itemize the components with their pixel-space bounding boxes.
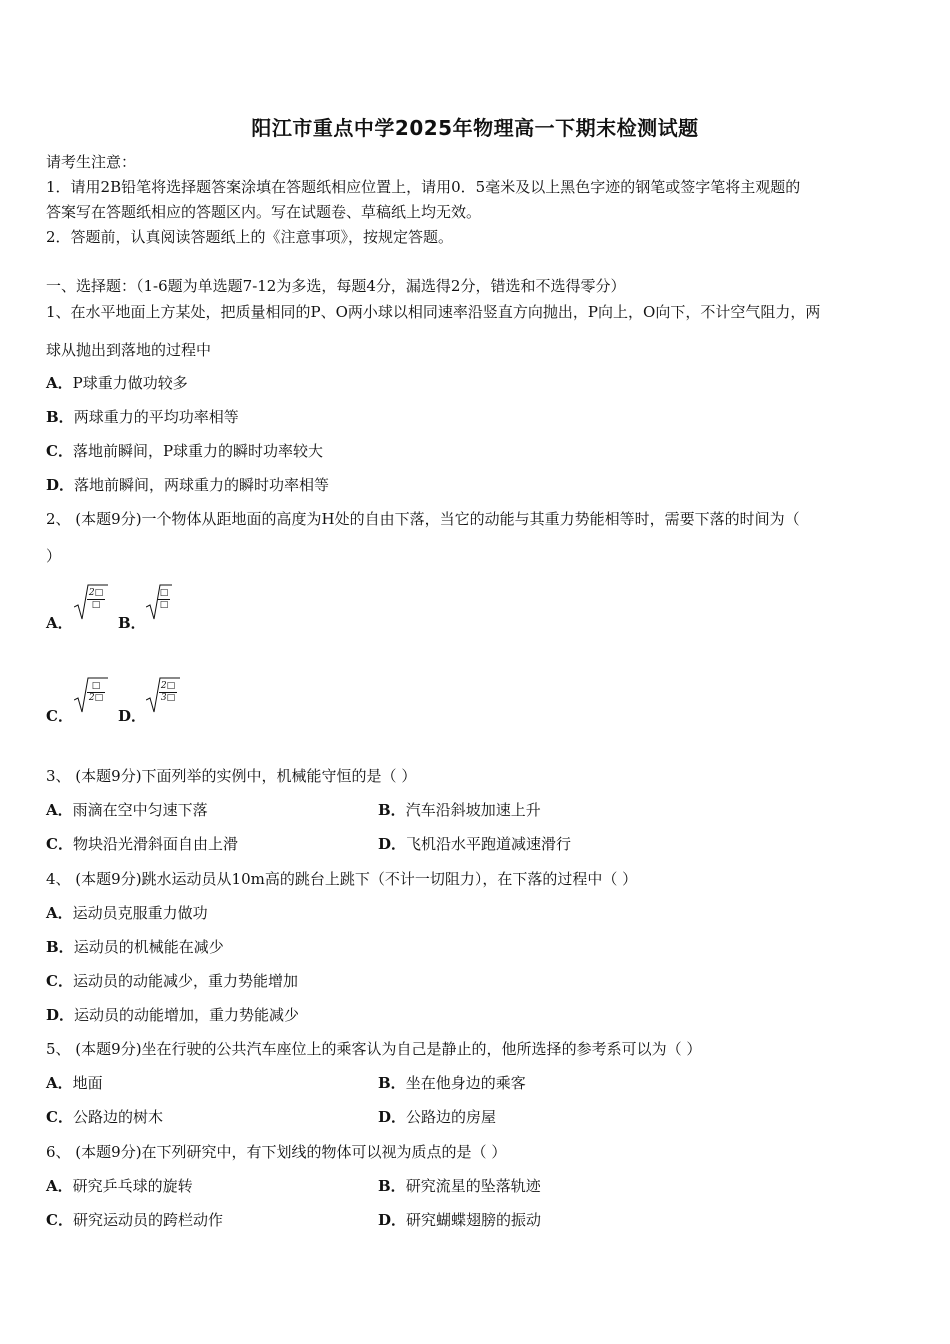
option-label: B． [378, 1074, 406, 1092]
q1-option-a[interactable] [46, 373, 188, 393]
q6-stem: 6、 (本题9分)在下列研究中，有下划线的物体可以视为质点的是（ ） [46, 1143, 507, 1161]
option-text: 公路边的房屋 [406, 1108, 497, 1126]
option-text: 落地前瞬间，P球重力的瞬时功率较大 [72, 442, 324, 460]
q1-option-c[interactable] [46, 441, 323, 461]
fraction-denominator: 3□ [160, 693, 176, 703]
q5-stem: 5、 (本题9分)坐在行驶的公共汽车座位上的乘客认为自己是静止的，他所选择的参考系可以为（ ） [46, 1040, 702, 1058]
q5-option-d[interactable] [378, 1107, 496, 1127]
option-label: C． [46, 835, 73, 853]
q2-stem-line-2: ） [46, 547, 62, 565]
option-label: B． [378, 1177, 406, 1195]
option-label: B． [378, 801, 406, 819]
option-text: 雨滴在空中匀速下落 [72, 801, 208, 819]
notice-line-3: 2．答题前，认真阅读答题纸上的《注意事项》，按规定答题。 [46, 228, 454, 246]
q3-option-c[interactable] [46, 834, 238, 854]
option-text: 公路边的树木 [72, 1108, 163, 1126]
option-text: 研究运动员的跨栏动作 [72, 1211, 223, 1229]
fraction-denominator: □ [159, 600, 169, 610]
option-label: D． [46, 1006, 75, 1024]
option-label: A． [46, 1074, 73, 1092]
q4-stem: 4、 (本题9分)跳水运动员从10m高的跳台上跳下（不计一切阻力），在下落的过程中（ ） [46, 870, 638, 888]
fraction-denominator: □ [91, 600, 101, 610]
option-label: C． [46, 1108, 73, 1126]
q6-option-d[interactable] [378, 1210, 541, 1230]
q1-option-d[interactable] [46, 475, 329, 495]
option-label: B． [46, 408, 74, 426]
q1-stem-line-1: 1、在水平地面上方某处，把质量相同的P、O两小球以相同速率沿竖直方向抛出，P向上，O向下，不计空气阻力，两 [46, 303, 821, 321]
option-text: 运动员的动能减少，重力势能增加 [72, 972, 298, 990]
q4-option-c[interactable] [46, 971, 298, 991]
option-text: 两球重力的平均功率相等 [73, 408, 239, 426]
q4-option-b[interactable] [46, 937, 224, 957]
option-text: P球重力做功较多 [72, 374, 188, 392]
q4-option-a[interactable] [46, 903, 208, 923]
q6-option-a[interactable] [46, 1176, 193, 1196]
notice-line-2: 答案写在答题纸相应的答题区内。写在试题卷、草稿纸上均无效。 [46, 203, 482, 221]
q2-option-a-fraction [87, 588, 105, 611]
q5-option-a[interactable] [46, 1073, 103, 1093]
fraction-numerator: □ [159, 588, 169, 598]
q3-option-a[interactable] [46, 800, 208, 820]
option-label: D． [378, 1211, 407, 1229]
notice-line-1: 1．请用2B铅笔将选择题答案涂填在答题纸相应位置上，请用0．5毫米及以上黑色字迹的钢笔或签字笔将主观题的 [46, 178, 801, 196]
q6-option-b[interactable] [378, 1176, 541, 1196]
q2-stem-line-1: 2、 (本题9分)一个物体从距地面的高度为H处的自由下落，当它的动能与其重力势能相等时，需要下落的时间为（ [46, 510, 800, 528]
option-label: D． [378, 1108, 407, 1126]
option-text: 坐在他身边的乘客 [405, 1074, 526, 1092]
option-text: 研究流星的坠落轨迹 [405, 1177, 541, 1195]
q6-option-c[interactable] [46, 1210, 223, 1230]
option-label: D． [46, 476, 75, 494]
q1-stem-line-2: 球从抛出到落地的过程中 [46, 341, 212, 359]
q3-option-d[interactable] [378, 834, 571, 854]
q2-option-d-label[interactable]: D． [118, 707, 147, 725]
option-label: A． [46, 904, 73, 922]
q3-option-b[interactable] [378, 800, 541, 820]
q2-option-c-fraction [87, 681, 105, 704]
option-text: 研究蝴蝶翅膀的振动 [406, 1211, 542, 1229]
q4-option-d[interactable] [46, 1005, 299, 1025]
fraction-numerator: 2□ [160, 681, 176, 691]
option-label: C． [46, 1211, 73, 1229]
option-text: 运动员的动能增加，重力势能减少 [74, 1006, 300, 1024]
section-heading: 一、选择题：（1-6题为单选题7-12为多选，每题4分，漏选得2分，错选和不选得零分） [46, 277, 626, 295]
q3-stem: 3、 (本题9分)下面列举的实例中，机械能守恒的是（ ） [46, 767, 417, 785]
q2-option-c-label[interactable]: C． [46, 707, 73, 725]
option-text: 地面 [72, 1074, 103, 1092]
option-label: C． [46, 442, 73, 460]
option-text: 汽车沿斜坡加速上升 [405, 801, 541, 819]
q2-option-a-label[interactable]: A． [46, 614, 73, 632]
option-label: A． [46, 374, 73, 392]
option-label: D． [378, 835, 407, 853]
q5-option-b[interactable] [378, 1073, 526, 1093]
option-text: 研究乒乓球的旋转 [72, 1177, 193, 1195]
option-text: 运动员克服重力做功 [72, 904, 208, 922]
notice-heading: 请考生注意： [46, 153, 137, 171]
exam-title: 阳江市重点中学2025年物理高一下期末检测试题 [251, 116, 699, 140]
fraction-denominator: 2□ [88, 693, 104, 703]
option-label: C． [46, 972, 73, 990]
option-text: 飞机沿水平跑道减速滑行 [406, 835, 572, 853]
fraction-numerator: 2□ [88, 588, 104, 598]
option-text: 运动员的机械能在减少 [73, 938, 224, 956]
q2-option-b-fraction [158, 588, 170, 611]
fraction-numerator: □ [87, 681, 105, 693]
q2-option-d-fraction [159, 681, 177, 704]
option-label: A． [46, 1177, 73, 1195]
option-text: 落地前瞬间，两球重力的瞬时功率相等 [74, 476, 330, 494]
option-label: A． [46, 801, 73, 819]
option-label: B． [46, 938, 74, 956]
q5-option-c[interactable] [46, 1107, 163, 1127]
option-text: 物块沿光滑斜面自由上滑 [72, 835, 238, 853]
q2-option-b-label[interactable]: B． [118, 614, 146, 632]
q1-option-b[interactable] [46, 407, 239, 427]
